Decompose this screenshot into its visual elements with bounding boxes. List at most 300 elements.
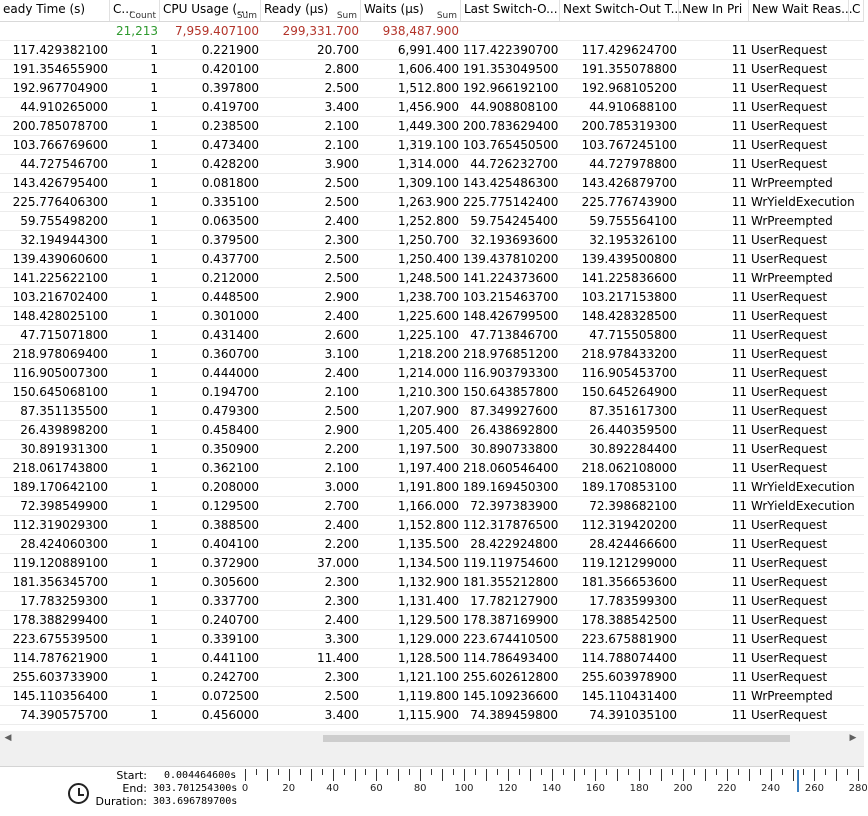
table-row[interactable] (0, 79, 864, 98)
table-cell: UserRequest (751, 537, 828, 551)
table-cell: 0.441100 (201, 651, 259, 665)
total-ready: 299,331.700 (282, 24, 359, 38)
column-header-4[interactable] (361, 0, 461, 21)
table-cell: WrYieldExecution (751, 195, 855, 209)
table-cell: 0.448500 (201, 290, 259, 304)
table-cell: UserRequest (751, 138, 828, 152)
table-cell: 1,135.500 (397, 537, 459, 551)
clock-icon (68, 783, 89, 804)
table-cell: 0.379500 (201, 233, 259, 247)
table-cell: WrPreempted (751, 689, 833, 703)
table-cell: 3.400 (324, 708, 359, 722)
column-header-2[interactable] (160, 0, 261, 21)
table-cell: 1,248.500 (397, 271, 459, 285)
table-cell: 1 (150, 518, 158, 532)
table-cell: UserRequest (751, 309, 828, 323)
ruler-tick (683, 769, 684, 781)
table-cell: 2.300 (324, 670, 359, 684)
ruler-tick (322, 769, 323, 775)
table-row[interactable] (0, 193, 864, 212)
ruler-tick (552, 769, 553, 781)
ruler-tick-label: 260 (804, 783, 824, 794)
table-row[interactable] (0, 269, 864, 288)
table-cell: 223.675881900 (581, 632, 677, 646)
table-cell: 26.439898200 (20, 423, 108, 437)
table-cell: UserRequest (751, 119, 828, 133)
table-cell: 0.337700 (201, 594, 259, 608)
table-cell: 0.242700 (201, 670, 259, 684)
table-cell: 1,225.600 (397, 309, 459, 323)
table-cell: 37.000 (317, 556, 359, 570)
table-cell: 200.785319300 (581, 119, 677, 133)
table-cell: 1 (150, 556, 158, 570)
table-cell: 141.224373600 (463, 271, 559, 285)
table-cell: 72.397383900 (470, 499, 558, 513)
table-cell: 139.437810200 (463, 252, 559, 266)
table-cell: 3.900 (324, 157, 359, 171)
table-cell: 178.388299400 (12, 613, 108, 627)
table-cell: UserRequest (751, 442, 828, 456)
table-cell: 11 (731, 385, 747, 399)
table-row[interactable] (0, 706, 864, 725)
ruler-tick (333, 769, 334, 781)
table-cell: 2.500 (324, 81, 359, 95)
table-row[interactable] (0, 41, 864, 60)
ruler-tick (442, 769, 443, 781)
table-cell: 1,205.400 (397, 423, 459, 437)
table-cell: 112.319029300 (12, 518, 108, 532)
table-cell: 145.110431400 (581, 689, 677, 703)
table-row[interactable] (0, 440, 864, 459)
table-cell: 3.000 (324, 480, 359, 494)
table-cell: 17.783599300 (589, 594, 677, 608)
table-cell: 44.910265000 (20, 100, 108, 114)
table-cell: 1,129.500 (397, 613, 459, 627)
table-cell: 44.910688100 (589, 100, 677, 114)
column-header-7[interactable] (679, 0, 749, 21)
table-row[interactable] (0, 421, 864, 440)
ruler-tick-label: 80 (413, 783, 427, 794)
table-cell: UserRequest (751, 385, 828, 399)
table-row[interactable] (0, 250, 864, 269)
table-row[interactable] (0, 573, 864, 592)
column-header-6[interactable] (560, 0, 683, 21)
table-row[interactable] (0, 554, 864, 573)
table-cell: 200.785078700 (12, 119, 108, 133)
ruler-tick (355, 769, 356, 781)
table-row[interactable] (0, 307, 864, 326)
table-row[interactable] (0, 288, 864, 307)
ruler-tick (300, 769, 301, 775)
column-header-9[interactable] (849, 0, 864, 21)
table-cell: 1,309.100 (397, 176, 459, 190)
end-value: 303.701254300s (153, 783, 238, 794)
table-cell: 2.900 (324, 423, 359, 437)
table-cell: 139.439500800 (581, 252, 677, 266)
ruler-tick (311, 769, 312, 781)
ruler-tick (486, 769, 487, 781)
table-cell: 139.439060600 (12, 252, 108, 266)
table-cell: 181.355212800 (463, 575, 559, 589)
table-cell: WrYieldExecution (751, 499, 855, 513)
table-row[interactable] (0, 592, 864, 611)
table-cell: 0.372900 (201, 556, 259, 570)
column-header-5[interactable] (461, 0, 560, 21)
ruler-tick (672, 769, 673, 775)
table-cell: 11 (731, 575, 747, 589)
timeline-panel (0, 767, 868, 816)
table-cell: 2.300 (324, 233, 359, 247)
table-row[interactable] (0, 383, 864, 402)
table-cell: 218.061743800 (12, 461, 108, 475)
table-cell: 0.350900 (201, 442, 259, 456)
table-cell: 11 (731, 556, 747, 570)
ruler-tick (705, 769, 706, 781)
table-row[interactable] (0, 649, 864, 668)
table-cell: 1 (150, 271, 158, 285)
duration-label: Duration: (95, 795, 147, 808)
table-cell: 141.225622100 (12, 271, 108, 285)
table-cell: 225.775142400 (463, 195, 559, 209)
table-cell: 1 (150, 689, 158, 703)
table-cell: 2.500 (324, 404, 359, 418)
table-row[interactable] (0, 459, 864, 478)
table-cell: UserRequest (751, 366, 828, 380)
table-row[interactable] (0, 117, 864, 136)
table-cell: 1,119.800 (397, 689, 459, 703)
horizontal-scrollbar[interactable] (0, 731, 864, 746)
column-header-label: C (852, 2, 861, 16)
table-cell: 114.786493400 (463, 651, 559, 665)
table-row[interactable] (0, 364, 864, 383)
chevron-right-icon[interactable]: ▶ (849, 733, 857, 743)
table-cell: 2.300 (324, 575, 359, 589)
table-cell: 11 (731, 366, 747, 380)
column-aggregate-label: Sum (236, 11, 257, 21)
table-cell: 218.060546400 (463, 461, 559, 475)
table-cell: 1 (150, 404, 158, 418)
table-cell: 178.388542500 (581, 613, 677, 627)
table-cell: 1,606.400 (397, 62, 459, 76)
table-cell: UserRequest (751, 233, 828, 247)
table-row[interactable] (0, 497, 864, 516)
table-row[interactable] (0, 174, 864, 193)
table-row[interactable] (0, 535, 864, 554)
table-cell: 17.783259300 (20, 594, 108, 608)
ruler-tick (464, 769, 465, 781)
end-label: End: (122, 782, 147, 795)
ruler-tick (584, 769, 585, 775)
table-cell: 1,121.100 (397, 670, 459, 684)
table-cell: 116.905007300 (12, 366, 108, 380)
table-cell: 150.645068100 (12, 385, 108, 399)
ruler-tick (530, 769, 531, 781)
table-cell: 0.456000 (201, 708, 259, 722)
table-cell: 1,207.900 (397, 404, 459, 418)
start-value: 0.004464600s (164, 770, 237, 781)
table-cell: 1,263.900 (397, 195, 459, 209)
column-header-0[interactable] (0, 0, 110, 21)
table-row[interactable] (0, 136, 864, 155)
table-row[interactable] (0, 687, 864, 706)
scrollbar-thumb[interactable] (323, 735, 790, 742)
table-cell: 11 (731, 594, 747, 608)
ruler-tick-label: 220 (717, 783, 737, 794)
ruler-tick (398, 769, 399, 781)
table-cell: 0.444000 (201, 366, 259, 380)
table-cell: 191.353049500 (463, 62, 559, 76)
ruler-tick (344, 769, 345, 775)
table-cell: 112.317876500 (463, 518, 559, 532)
column-aggregate-label: Sum (336, 11, 357, 21)
ruler-tick-label: 160 (585, 783, 605, 794)
table-cell: 74.391035100 (589, 708, 677, 722)
table-cell: 59.755498200 (20, 214, 108, 228)
table-row[interactable] (0, 478, 864, 497)
ruler-tick (727, 769, 728, 781)
column-header-label: Ready (µs) (264, 2, 329, 16)
table-cell: UserRequest (751, 708, 828, 722)
ruler-tick (694, 769, 695, 775)
table-cell: 119.121299000 (581, 556, 677, 570)
chevron-left-icon[interactable]: ◀ (4, 733, 12, 743)
ruler-tick (387, 769, 388, 775)
ruler-tick-label: 180 (629, 783, 649, 794)
table-cell: 2.400 (324, 309, 359, 323)
table-row[interactable] (0, 155, 864, 174)
table-cell: 30.892284400 (589, 442, 677, 456)
table-cell: 1 (150, 252, 158, 266)
table-cell: 3.100 (324, 347, 359, 361)
table-cell: 11 (731, 537, 747, 551)
table-cell: 1 (150, 195, 158, 209)
table-cell: 32.193693600 (470, 233, 558, 247)
table-cell: 0.397800 (201, 81, 259, 95)
ruler-tick (650, 769, 651, 775)
table-row[interactable] (0, 326, 864, 345)
table-cell: 2.400 (324, 518, 359, 532)
column-header-label: Next Switch-Out T... (563, 2, 683, 16)
table-cell: 1,214.000 (397, 366, 459, 380)
table-row[interactable] (0, 345, 864, 364)
table-cell: 0.081800 (201, 176, 259, 190)
table-cell: 103.217153800 (581, 290, 677, 304)
ruler-tick-label: 140 (542, 783, 562, 794)
table-cell: 1 (150, 613, 158, 627)
table-cell: 1 (150, 423, 158, 437)
table-cell: 1,131.400 (397, 594, 459, 608)
table-cell: 11 (731, 442, 747, 456)
table-cell: 11 (731, 119, 747, 133)
table-cell: 3.300 (324, 632, 359, 646)
table-cell: 11 (731, 689, 747, 703)
table-cell: 103.215463700 (463, 290, 559, 304)
table-header (0, 0, 864, 22)
table-cell: UserRequest (751, 43, 828, 57)
ruler-tick (519, 769, 520, 775)
table-cell: 0.431400 (201, 328, 259, 342)
table-cell: 1 (150, 214, 158, 228)
column-header-label: C... (113, 2, 133, 16)
ruler-tick (420, 769, 421, 781)
ruler-tick (409, 769, 410, 775)
table-cell: 87.351135500 (20, 404, 108, 418)
table-cell: 2.400 (324, 366, 359, 380)
table-row[interactable] (0, 402, 864, 421)
table-cell: 30.891931300 (20, 442, 108, 456)
table-cell: 2.500 (324, 195, 359, 209)
table-cell: 11 (731, 347, 747, 361)
table-cell: 0.428200 (201, 157, 259, 171)
table-cell: 2.500 (324, 689, 359, 703)
table-cell: 103.765450500 (463, 138, 559, 152)
table-cell: 0.221900 (201, 43, 259, 57)
table-cell: 0.072500 (201, 689, 259, 703)
table-cell: 11 (731, 632, 747, 646)
table-cell: 11 (731, 290, 747, 304)
table-cell: 0.194700 (201, 385, 259, 399)
table-row[interactable] (0, 611, 864, 630)
table-cell: 44.908808100 (470, 100, 558, 114)
table-cell: 0.362100 (201, 461, 259, 475)
table-cell: 1 (150, 157, 158, 171)
ruler-tick (738, 769, 739, 775)
time-ruler[interactable] (241, 767, 868, 816)
ruler-tick (793, 769, 794, 781)
table-cell: 178.387169900 (463, 613, 559, 627)
table-cell: 255.603978900 (581, 670, 677, 684)
table-cell: 1,238.700 (397, 290, 459, 304)
table-row[interactable] (0, 231, 864, 250)
table-cell: 0.437700 (201, 252, 259, 266)
table-row[interactable] (0, 668, 864, 687)
total-cpu: 7,959.407100 (175, 24, 259, 38)
ruler-tick-label: 60 (370, 783, 383, 794)
table-cell: 59.754245400 (470, 214, 558, 228)
table-cell: 11 (731, 613, 747, 627)
table-row[interactable] (0, 516, 864, 535)
table-cell: 1 (150, 62, 158, 76)
table-cell: 1,210.300 (397, 385, 459, 399)
table-cell: 225.776743900 (581, 195, 677, 209)
table-cell: 2.100 (324, 119, 359, 133)
table-cell: 17.782127900 (470, 594, 558, 608)
column-aggregate-label: Count (129, 11, 156, 21)
splitter[interactable] (0, 746, 864, 767)
table-cell: 20.700 (317, 43, 359, 57)
table-cell: 1,250.400 (397, 252, 459, 266)
table-cell: 11 (731, 480, 747, 494)
timeline-cursor[interactable] (797, 770, 799, 792)
table-cell: 189.169450300 (463, 480, 559, 494)
ruler-tick-label: 280 (848, 783, 868, 794)
table-cell: WrPreempted (751, 176, 833, 190)
table-cell: 223.675539500 (12, 632, 108, 646)
ruler-tick (289, 769, 290, 781)
table-cell: 1 (150, 176, 158, 190)
table-cell: 0.301000 (201, 309, 259, 323)
table-cell: 11 (731, 651, 747, 665)
ruler-tick-label: 40 (326, 783, 339, 794)
table-cell: 47.715505800 (589, 328, 677, 342)
table-cell: 44.727978800 (589, 157, 677, 171)
table-cell: 28.424060300 (20, 537, 108, 551)
table-cell: 11 (731, 499, 747, 513)
table-cell: 255.602612800 (463, 670, 559, 684)
table-cell: 11 (731, 157, 747, 171)
table-cell: 181.356345700 (12, 575, 108, 589)
table-cell: 1,314.000 (397, 157, 459, 171)
totals-row[interactable] (0, 22, 864, 41)
table-cell: 0.208000 (201, 480, 259, 494)
table-cell: 189.170853100 (581, 480, 677, 494)
table-cell: 72.398549900 (20, 499, 108, 513)
table-row[interactable] (0, 630, 864, 649)
ruler-tick (453, 769, 454, 775)
table-cell: 11 (731, 214, 747, 228)
table-row[interactable] (0, 98, 864, 117)
ruler-tick (825, 769, 826, 775)
table-cell: 1 (150, 347, 158, 361)
table-cell: 1 (150, 366, 158, 380)
table-cell: 2.600 (324, 328, 359, 342)
table-cell: 59.755564100 (589, 214, 677, 228)
table-cell: 1,115.900 (397, 708, 459, 722)
start-label: Start: (116, 769, 147, 782)
ruler-tick (847, 769, 848, 775)
table-cell: 11 (731, 404, 747, 418)
table-cell: 2.200 (324, 442, 359, 456)
table-cell: 3.400 (324, 100, 359, 114)
table-cell: 218.062108000 (581, 461, 677, 475)
table-cell: 0.063500 (201, 214, 259, 228)
table-cell: 0.479300 (201, 404, 259, 418)
table-cell: 0.388500 (201, 518, 259, 532)
table-cell: 141.225836600 (581, 271, 677, 285)
table-row[interactable] (0, 60, 864, 79)
table-cell: 255.603733900 (12, 670, 108, 684)
table-cell: 1 (150, 290, 158, 304)
table-cell: 0.129500 (201, 499, 259, 513)
table-cell: 1,449.300 (397, 119, 459, 133)
table-cell: 0.339100 (201, 632, 259, 646)
table-cell: 1 (150, 100, 158, 114)
table-row[interactable] (0, 212, 864, 231)
column-header-8[interactable] (749, 0, 853, 21)
table-cell: 1 (150, 43, 158, 57)
table-cell: 117.422390700 (463, 43, 559, 57)
column-header-1[interactable] (110, 0, 160, 21)
table-cell: 150.643857800 (463, 385, 559, 399)
ruler-tick (803, 769, 804, 775)
table-cell: 11 (731, 81, 747, 95)
table-cell: 116.903793300 (463, 366, 559, 380)
table-cell: 1 (150, 632, 158, 646)
table-cell: 148.426799500 (463, 309, 559, 323)
table-cell: 1 (150, 594, 158, 608)
table-cell: 11 (731, 252, 747, 266)
table-cell: 32.195326100 (589, 233, 677, 247)
column-header-3[interactable] (261, 0, 361, 21)
table-cell: 11 (731, 233, 747, 247)
table-cell: 225.776406300 (12, 195, 108, 209)
ruler-tick (760, 769, 761, 775)
table-cell: 11 (731, 328, 747, 342)
table-cell: 1 (150, 461, 158, 475)
table-cell: 189.170642100 (12, 480, 108, 494)
table-cell: 1,166.000 (397, 499, 459, 513)
ruler-tick (245, 769, 246, 781)
